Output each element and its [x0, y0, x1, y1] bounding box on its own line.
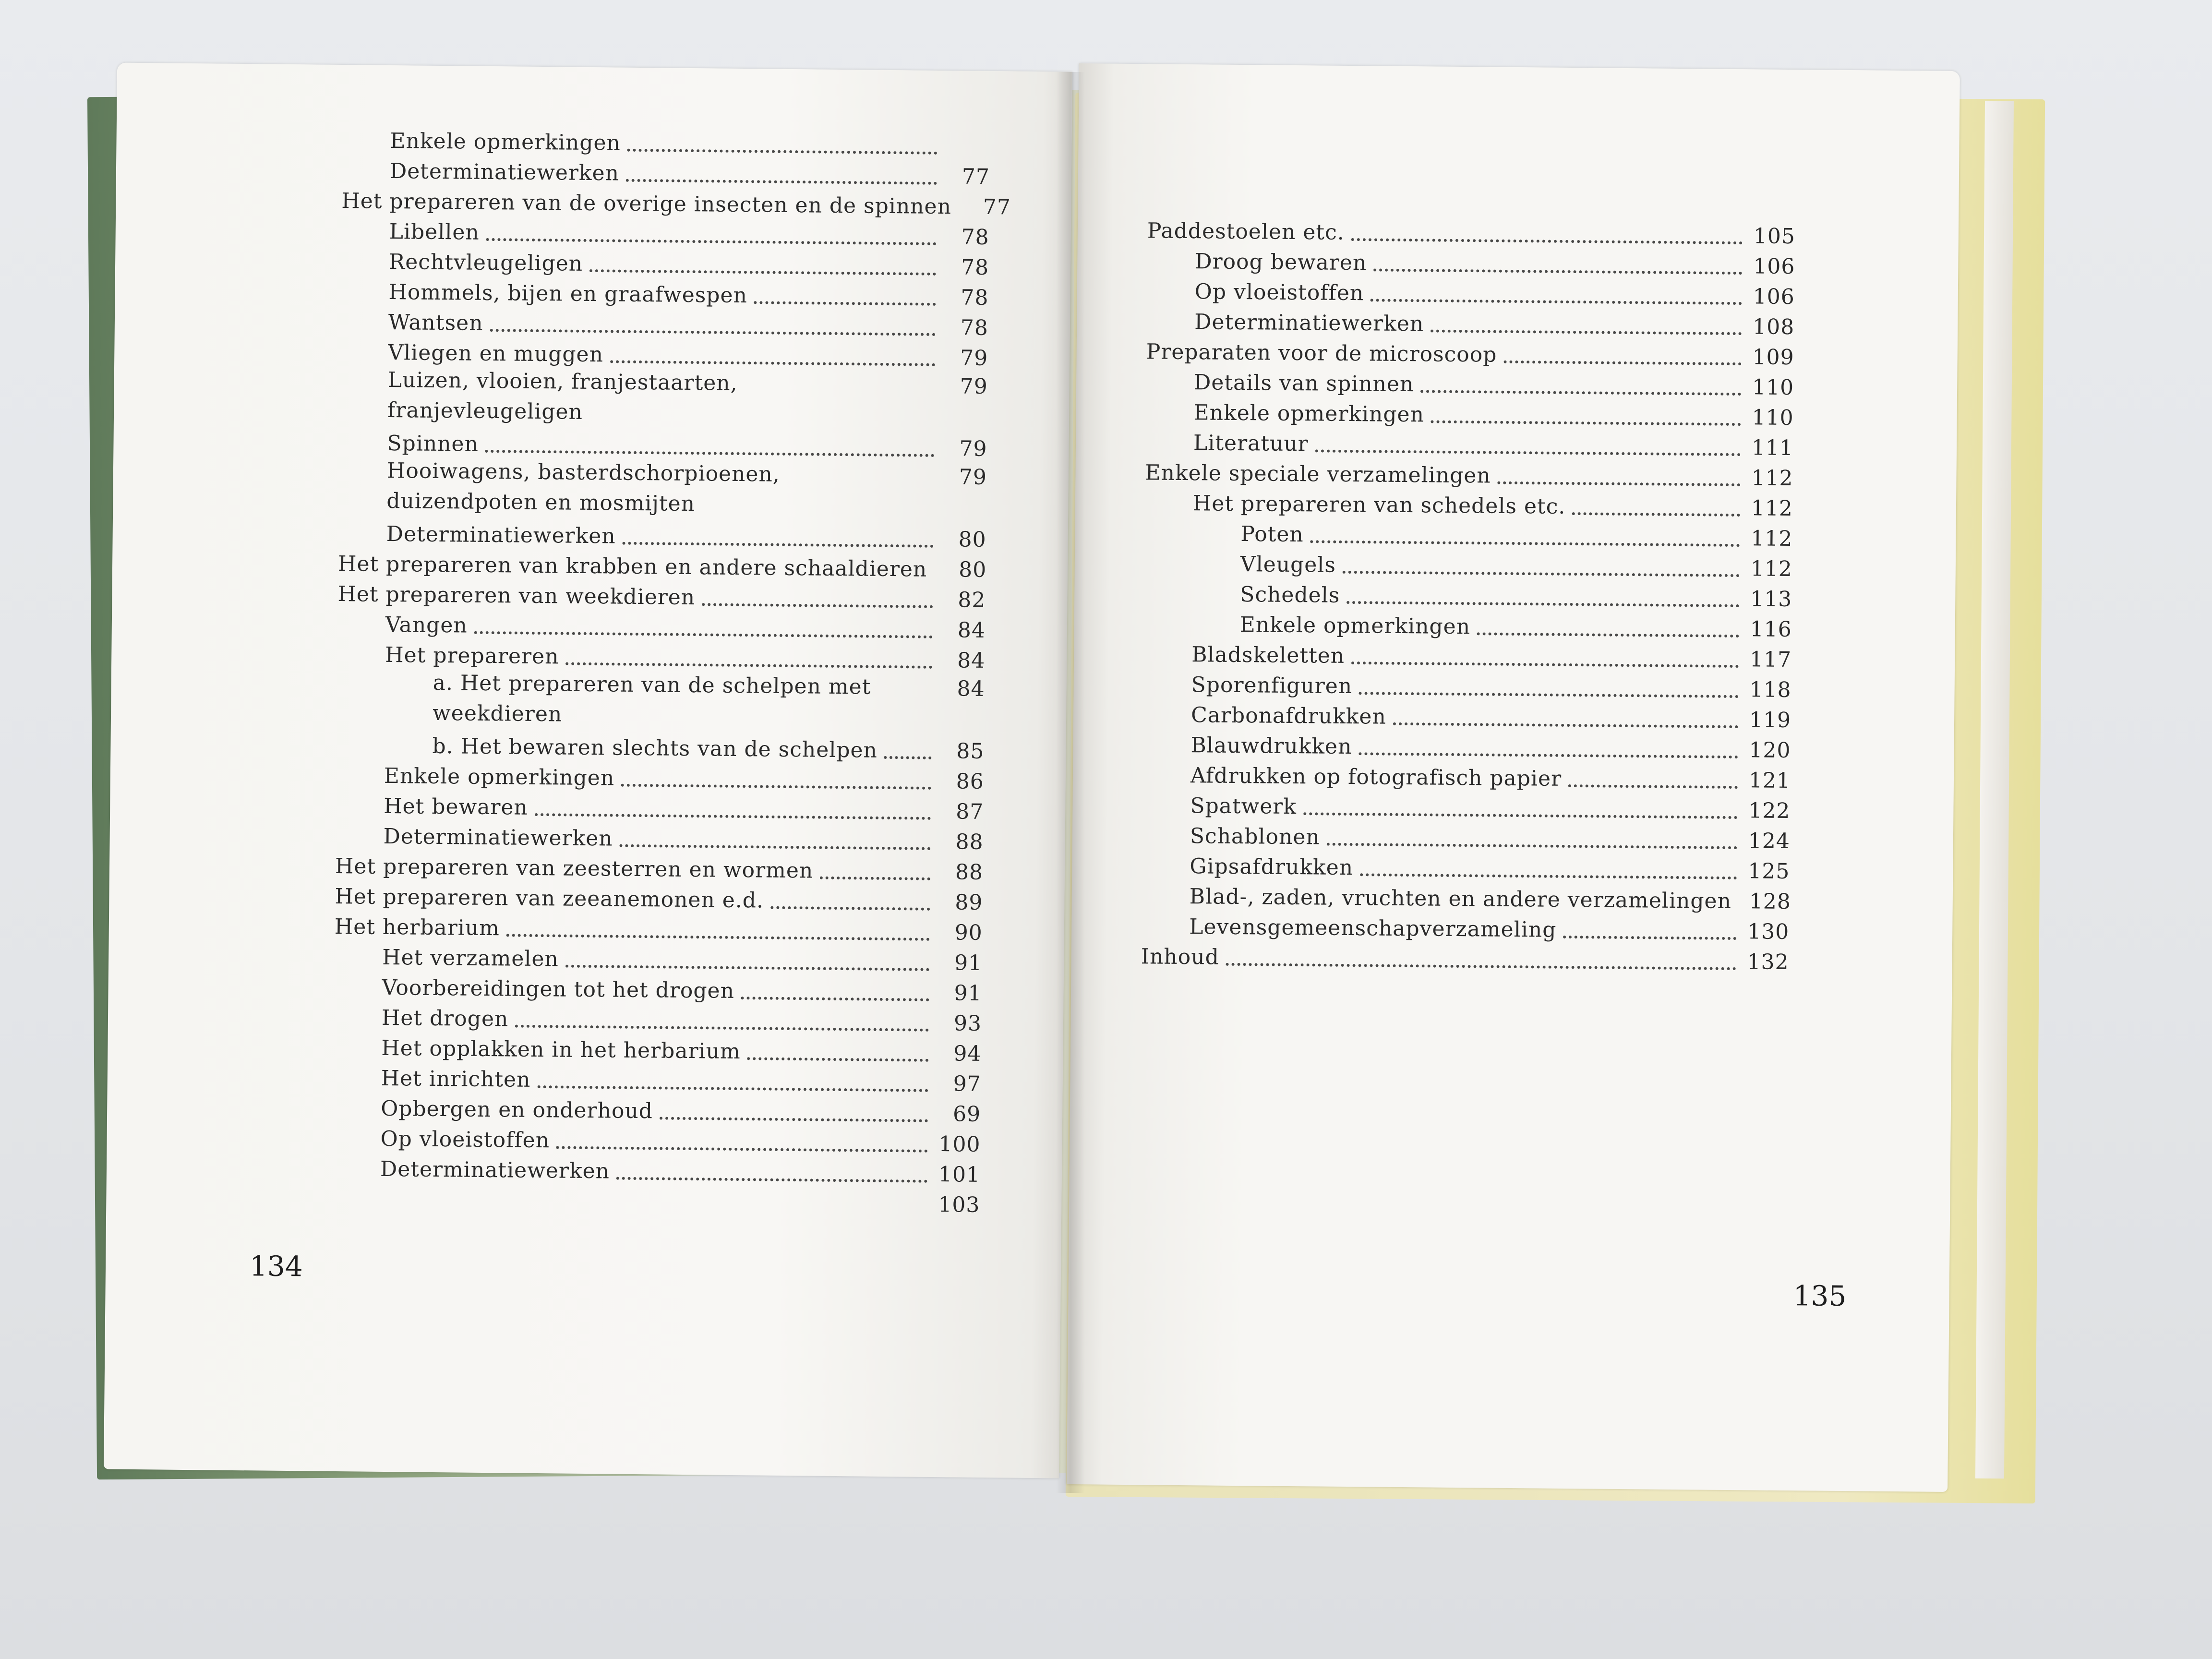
toc-entry-page: 85 [956, 739, 985, 764]
toc-dot-leader [1327, 822, 1738, 849]
toc-entry-page: 84 [957, 676, 985, 701]
toc-entry [387, 365, 988, 431]
toc-entry-page: 128 [1749, 889, 1791, 914]
toc-entry-page: 78 [961, 255, 989, 280]
toc-entry [385, 637, 986, 673]
toc-dot-leader [623, 521, 934, 548]
toc-entry [381, 1030, 982, 1066]
toc-entry-page: 79 [959, 465, 987, 490]
toc-entry-page: 77 [962, 164, 990, 189]
toc-entry [381, 1060, 982, 1096]
toc-entry-title: Het drogen [381, 1005, 509, 1032]
toc-entry-page: 117 [1749, 647, 1792, 673]
toc-dot-leader [589, 248, 936, 276]
toc-entry-page: 132 [1747, 950, 1789, 975]
toc-dot-leader [1360, 852, 1737, 879]
toc-entry-page: 125 [1748, 859, 1790, 884]
toc-dot-leader [884, 735, 932, 759]
toc-dot-leader [702, 582, 933, 608]
toc-entry-page: 78 [960, 315, 989, 340]
toc-dot-leader [1498, 460, 1741, 486]
toc-entry-page: 118 [1749, 677, 1791, 703]
toc-entry-title: Libellen [389, 219, 480, 245]
toc-entry-title: Schablonen [1190, 824, 1320, 850]
toc-dot-leader [1315, 428, 1741, 456]
toc-dot-leader [1563, 914, 1736, 940]
toc-dot-leader [1226, 942, 1736, 970]
toc-entry-page: 110 [1752, 405, 1794, 431]
toc-entry-page: 112 [1751, 526, 1793, 552]
toc-entry [382, 1000, 982, 1036]
toc-entry-page: 111 [1751, 435, 1794, 461]
toc-entry [1191, 637, 1792, 672]
toc-entry [1190, 757, 1791, 793]
toc-dot-leader [1303, 791, 1738, 819]
toc-entry [1190, 878, 1790, 914]
toc-entry-page: 91 [954, 950, 983, 975]
toc-dot-leader [537, 1064, 928, 1092]
toc-entry-page: 69 [952, 1102, 981, 1127]
toc-entry [388, 304, 989, 340]
toc-entry-title: Sporenfiguren [1191, 673, 1353, 699]
toc-dot-leader [1351, 217, 1743, 244]
toc-entry-page: 88 [955, 830, 984, 854]
toc-entry-page: 80 [958, 527, 986, 552]
toc-entry [390, 123, 990, 159]
toc-entry-page: 116 [1750, 617, 1792, 642]
toc-dot-leader [616, 1156, 927, 1183]
toc-entry-title: Hommels, bijen en graafwespen [388, 279, 748, 308]
toc-entry-page: 105 [1753, 224, 1796, 249]
toc-entry [433, 668, 985, 733]
toc-entry [1147, 213, 1795, 249]
page-number-left: 134 [249, 1250, 303, 1283]
toc-entry-page: 79 [960, 374, 988, 399]
toc-entry-page: 93 [953, 1011, 982, 1036]
toc-entry-title: Blad-, zaden, vruchten en andere verzamelingen [1189, 884, 1732, 914]
toc-entry-page: 78 [961, 285, 989, 310]
toc-entry [1189, 909, 1790, 944]
toc-entry [1190, 727, 1791, 763]
toc-entry-page: 86 [956, 769, 985, 794]
toc-dot-leader [770, 885, 930, 911]
toc-entry [1194, 304, 1795, 339]
toc-entry [1193, 485, 1793, 521]
toc-entry-page: 78 [961, 225, 989, 250]
toc-dot-leader [820, 855, 930, 880]
toc-entry-title: Vliegen en muggen [388, 340, 604, 367]
toc-dot-leader [1346, 580, 1739, 607]
toc-entry-title: Enkele opmerkingen [384, 763, 615, 791]
toc-entry-page: 106 [1753, 284, 1795, 310]
toc-dot-leader [619, 823, 930, 850]
toc-entry [388, 335, 988, 371]
toc-dot-leader [1431, 399, 1741, 426]
right-page [1067, 63, 1960, 1492]
toc-dot-leader [1310, 519, 1740, 547]
toc-entry [380, 1181, 980, 1217]
toc-dot-leader [1373, 247, 1742, 275]
toc-entry [432, 728, 985, 764]
toc-entry [381, 1091, 981, 1127]
toc-entry-page: 84 [957, 648, 986, 673]
toc-entry-title: Het inrichten [381, 1066, 531, 1092]
toc-entry-title: Het prepareren [385, 642, 559, 669]
toc-entry [384, 758, 985, 794]
toc-entry [1240, 607, 1792, 642]
toc-entry-title: Het bewaren [384, 793, 529, 820]
toc-entry-page: 119 [1749, 708, 1791, 733]
toc-entry-title: Determinatiewerken [1194, 310, 1424, 337]
toc-entry-page: 84 [957, 618, 986, 643]
toc-entry-title: Op vloeistoffen [380, 1126, 550, 1153]
toc-entry-title: Het opplakken in het herbarium [381, 1035, 741, 1064]
toc-entry-page: 91 [954, 981, 982, 1006]
toc-dot-leader [515, 1004, 929, 1032]
toc-entry-page: 121 [1748, 768, 1791, 793]
toc-entry-title: Voorbereidingen tot het drogen [382, 975, 735, 1003]
page-number-right: 135 [1793, 1279, 1847, 1313]
toc-entry-title: Gipsafdrukken [1190, 854, 1354, 880]
toc-entry-page: 94 [953, 1041, 982, 1066]
toc-entry-title: Enkele opmerkingen [390, 128, 621, 156]
toc-entry-title: Het prepareren van krabben en andere schaaldieren [337, 551, 927, 582]
toc-entry-title: Vangen [385, 612, 468, 638]
toc-entry [1190, 788, 1791, 823]
toc-entry-title: Spatwerk [1190, 793, 1297, 819]
toc-dot-leader [1503, 339, 1742, 365]
toc-entry [388, 274, 989, 310]
toc-entry [1240, 577, 1792, 612]
toc-entry-page: 77 [983, 194, 1011, 220]
toc-entry-title: Enkele speciale verzamelingen [1145, 460, 1491, 488]
toc-entry-page: 110 [1752, 375, 1794, 400]
toc-entry-title: Rechtvleugeligen [388, 249, 583, 276]
toc-entry [1145, 455, 1793, 491]
toc-entry-title: Enkele opmerkingen [1193, 400, 1425, 427]
toc-entry-page: 112 [1750, 556, 1793, 582]
toc-entry-title: Preparaten voor de microscoop [1146, 339, 1497, 367]
toc-entry-page: 120 [1749, 738, 1791, 763]
toc-entry-title: Spinnen [387, 431, 479, 457]
toc-entry-page: 108 [1753, 314, 1795, 340]
toc-dot-leader [626, 158, 937, 185]
toc-dot-leader [485, 429, 935, 457]
toc-entry-page: 113 [1750, 587, 1792, 612]
toc-entry-title: Luizen, vlooien, franjestaarten, franjevleugeligen [387, 367, 738, 424]
toc-entry-page: 122 [1748, 798, 1791, 824]
table-of-contents-left [332, 122, 1011, 1217]
toc-entry [387, 425, 987, 461]
toc-entry-title: Blauwdrukken [1190, 733, 1352, 759]
toc-entry-page: 88 [955, 860, 984, 885]
toc-dot-leader [565, 641, 932, 669]
toc-entry [380, 1151, 981, 1187]
toc-dot-leader [506, 913, 930, 940]
toc-entry [1191, 697, 1791, 733]
toc-entry [1190, 848, 1790, 884]
toc-entry-page: 130 [1747, 919, 1790, 945]
toc-entry-page: 106 [1753, 254, 1795, 279]
toc-entry-title: Determinatiewerken [380, 1156, 610, 1184]
toc-entry [1191, 667, 1791, 702]
toc-dot-leader [474, 610, 933, 638]
toc-entry-title: Determinatiewerken [386, 521, 616, 549]
toc-dot-leader [535, 792, 931, 820]
toc-entry-title: Poten [1240, 522, 1304, 547]
toc-entry-title: b. Het bewaren slechts van de schelpen [432, 733, 878, 763]
toc-dot-leader [660, 1095, 928, 1122]
left-page [104, 63, 1072, 1479]
toc-entry [386, 456, 987, 522]
toc-entry-title: Levensgemeenschapverzameling [1189, 914, 1557, 942]
toc-entry-title: Het verzamelen [382, 945, 559, 972]
toc-entry-title: Inhoud [1141, 944, 1219, 970]
toc-dot-leader [621, 763, 931, 790]
toc-entry-title: Het prepareren van weekdieren [337, 581, 696, 610]
toc-dot-leader [1477, 611, 1739, 637]
toc-entry-title: Het prepareren van zeesterren en wormen [335, 854, 814, 883]
toc-entry [384, 788, 984, 824]
toc-entry [385, 607, 986, 643]
toc-dot-leader [1359, 671, 1739, 698]
toc-entry-title: Bladskeletten [1191, 642, 1345, 668]
toc-entry-title: Determinatiewerken [389, 158, 620, 186]
toc-entry-title: Het herbarium [334, 914, 500, 941]
toc-entry-title: Vleugels [1240, 552, 1336, 577]
toc-entry [1193, 395, 1794, 430]
toc-dot-leader [1568, 763, 1738, 789]
toc-entry-title: Literatuur [1193, 431, 1309, 457]
toc-dot-leader [610, 339, 936, 366]
toc-entry-page: 80 [959, 557, 987, 582]
toc-entry [386, 516, 986, 552]
toc-entry-page: 89 [955, 890, 983, 915]
toc-dot-leader [556, 1125, 928, 1152]
toc-entry-title: Paddestoelen etc. [1147, 218, 1345, 245]
toc-entry-title: Details van spinnen [1193, 370, 1414, 397]
book-gutter [1056, 72, 1085, 1493]
toc-dot-leader [627, 128, 938, 155]
toc-entry-title: Het prepareren van de overige insecten en de spinnen [341, 189, 952, 219]
toc-entry-title: Afdrukken op fotografisch papier [1190, 763, 1562, 791]
toc-dot-leader [1572, 491, 1740, 517]
toc-dot-leader [741, 975, 929, 1001]
toc-entry-page: 79 [960, 346, 988, 371]
toc-entry [1193, 425, 1794, 460]
toc-dot-leader [1431, 308, 1742, 335]
toc-entry-title: Droog bewaren [1195, 249, 1367, 276]
toc-entry-page: 100 [938, 1132, 981, 1157]
toc-entry-title: Op vloeistoffen [1194, 279, 1364, 306]
toc-entry [1195, 274, 1795, 309]
toc-entry-page: 90 [954, 920, 983, 945]
toc-entry-page: 97 [953, 1071, 982, 1096]
toc-dot-leader [1393, 701, 1739, 728]
toc-entry [383, 818, 984, 854]
toc-entry-page: 112 [1751, 496, 1793, 521]
toc-entry-page: 112 [1751, 466, 1793, 491]
toc-dot-leader [386, 1187, 927, 1213]
toc-entry [390, 153, 990, 189]
toc-entry-title: a. Het prepareren van de schelpen met weekdieren [432, 670, 871, 727]
toc-dot-leader [1420, 369, 1741, 396]
toc-entry [1194, 364, 1794, 400]
toc-entry-title: Het prepareren van schedels etc. [1192, 491, 1566, 519]
toc-entry-page: 82 [958, 588, 986, 613]
toc-entry [382, 939, 983, 975]
toc-entry-page: 109 [1752, 345, 1794, 370]
toc-entry [389, 214, 990, 250]
toc-dot-leader [490, 308, 936, 336]
toc-entry [1190, 818, 1791, 854]
toc-entry-title: Opbergen en onderhoud [380, 1096, 653, 1124]
toc-entry-page: 79 [959, 436, 987, 461]
toc-entry-page: 124 [1748, 829, 1791, 854]
toc-entry [1195, 243, 1795, 279]
toc-dot-leader [1351, 640, 1739, 668]
toc-entry [1240, 546, 1793, 581]
toc-dot-leader [747, 1036, 929, 1062]
toc-entry-title: Hooiwagens, basterdschorpioenen, duizendpoten en mosmijten [386, 458, 781, 517]
toc-entry-page: 101 [938, 1162, 981, 1187]
toc-entry [389, 244, 989, 280]
toc-entry [1146, 334, 1794, 370]
toc-dot-leader [486, 217, 937, 245]
toc-dot-leader [1343, 550, 1740, 577]
toc-dot-leader [565, 944, 930, 971]
table-of-contents-right [1141, 213, 1795, 974]
toc-dot-leader [754, 280, 936, 306]
toc-entry-title: Schedels [1240, 582, 1340, 608]
toc-entry [380, 1121, 981, 1157]
toc-entry-title: Carbonafdrukken [1190, 703, 1387, 729]
toc-entry-title: Het prepareren van zeeanemonen e.d. [335, 884, 764, 913]
toc-entry-title: Determinatiewerken [383, 824, 613, 851]
toc-entry-page: 103 [938, 1192, 980, 1217]
toc-dot-leader [1370, 277, 1742, 305]
toc-entry [382, 970, 982, 1006]
toc-entry [1240, 516, 1793, 551]
toc-entry [1141, 938, 1789, 974]
toc-dot-leader [1358, 731, 1738, 758]
toc-entry-title: Wantsen [388, 310, 483, 336]
toc-entry-title: Enkele opmerkingen [1239, 613, 1471, 639]
toc-entry-page: 87 [955, 799, 984, 824]
